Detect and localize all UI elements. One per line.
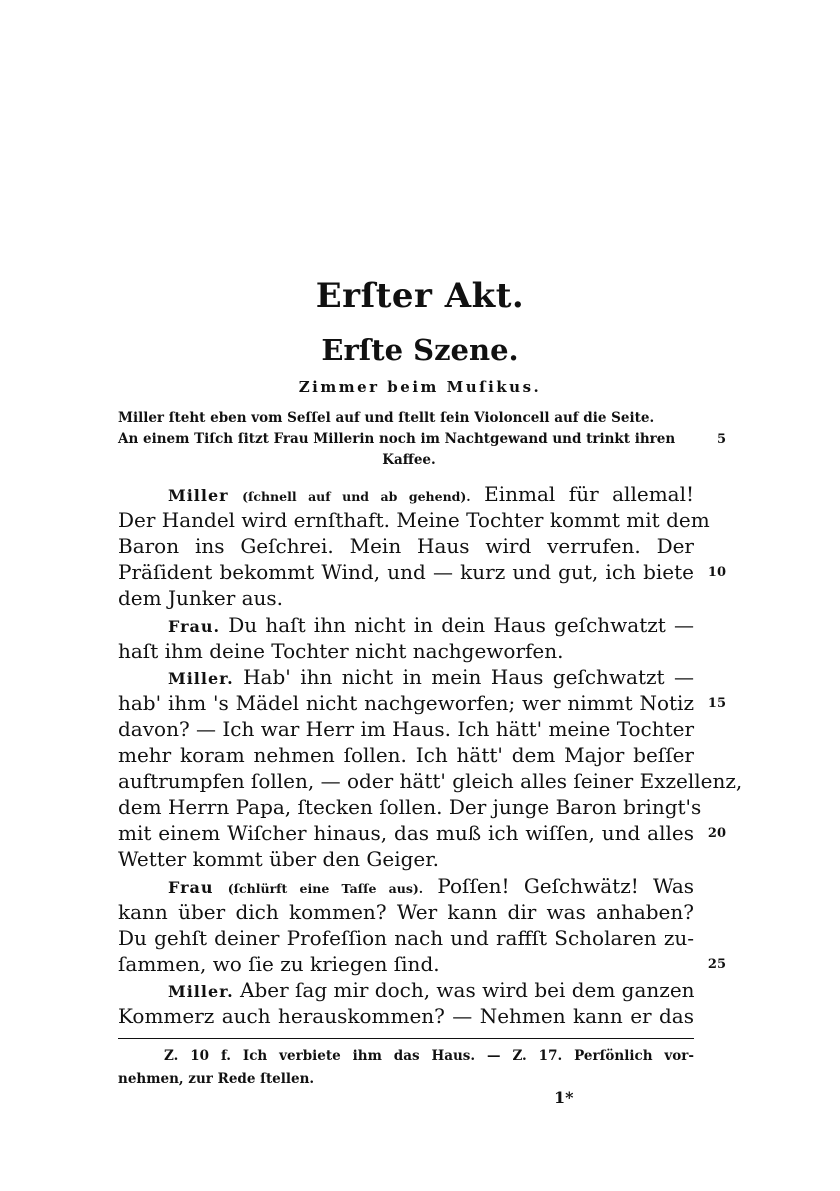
text-line bbox=[118, 950, 694, 978]
speech-text: Hab' ihn nicht in mein Haus geſchwatzt — bbox=[233, 665, 694, 689]
act-title: Erſter Akt. bbox=[315, 276, 525, 316]
text-line bbox=[168, 663, 694, 691]
text-line bbox=[118, 584, 694, 612]
speech-text: Poſſen! Geſchwätz! Was bbox=[423, 874, 695, 898]
text-line bbox=[118, 532, 694, 560]
speech-text: mit einem Wiſcher hinaus, das muß ich wiſſen, und alles bbox=[118, 821, 694, 845]
text-line bbox=[168, 976, 694, 1004]
footnote-rule bbox=[118, 1038, 694, 1039]
speaker-name: Frau bbox=[168, 878, 214, 897]
speaker-name: Miller. bbox=[168, 669, 234, 688]
text-line bbox=[118, 924, 694, 952]
speech-text: Der Handel wird ernſthaft. Meine Tochter kommt mit dem bbox=[118, 508, 710, 532]
text-line bbox=[118, 506, 710, 534]
footnote-line: nehmen, zur Rede ſtellen. bbox=[118, 1071, 315, 1087]
speech-text: mehr koram nehmen ſollen. Ich hätt' dem Major beſſer bbox=[118, 743, 694, 767]
line-number: 25 bbox=[707, 957, 726, 972]
text-line bbox=[118, 767, 743, 795]
text-line bbox=[118, 1002, 694, 1030]
speech-text: Kommerz auch herauskommen? — Nehmen kann er das bbox=[118, 1004, 694, 1028]
line-number: 5 bbox=[716, 432, 726, 447]
speech-text: davon? — Ich war Herr im Haus. Ich hätt' meine Tochter bbox=[118, 717, 695, 741]
speaker-name: Miller bbox=[168, 486, 229, 505]
stage-direction-line: Miller ſteht eben vom Seſſel auf und ſtellt ſein Violoncell auf die Seite. bbox=[118, 410, 655, 426]
stage-direction-line: Kaffee. bbox=[382, 452, 436, 468]
text-line bbox=[118, 741, 694, 769]
inline-stage-direction: (ſchnell auf und ab gehend). bbox=[242, 489, 471, 504]
speech-text: Präſident bekommt Wind, und — kurz und gut, ich biete bbox=[118, 560, 694, 584]
speech-text: Du gehſt deiner Profeſſion nach und raffſt Scholaren zu- bbox=[118, 926, 694, 950]
text-line bbox=[118, 637, 694, 665]
text-line bbox=[118, 715, 694, 743]
scene-setting: Zimmer beim Muſikus. bbox=[298, 378, 542, 396]
speech-text: dem Herrn Papa, ſtecken ſollen. Der junge Baron bringt's bbox=[118, 795, 702, 819]
line-number: 15 bbox=[707, 696, 726, 711]
text-line bbox=[118, 898, 694, 926]
speech-text: ſammen, wo ſie zu kriegen ſind. bbox=[118, 952, 440, 976]
text-line bbox=[168, 872, 694, 900]
footnote-line: Z. 10 f. Ich verbiete ihm das Haus. — Z. 17. Perſönlich vor- bbox=[164, 1048, 694, 1064]
speaker-name: Miller. bbox=[168, 982, 234, 1001]
speech-text: Aber ſag mir doch, was wird bei dem ganzen bbox=[233, 978, 695, 1002]
speaker-name: Frau. bbox=[168, 617, 221, 636]
speech-text: Wetter kommt über den Geiger. bbox=[118, 847, 439, 871]
line-number: 10 bbox=[707, 565, 726, 580]
text-line bbox=[118, 689, 694, 717]
speech-text: kann über dich kommen? Wer kann dir was anhaben? bbox=[118, 900, 694, 924]
speech-text: dem Junker aus. bbox=[118, 586, 284, 610]
speech-text: Baron ins Geſchrei. Mein Haus wird verrufen. Der bbox=[118, 534, 694, 558]
text-line bbox=[118, 819, 694, 847]
speech-text: haſt ihm deine Tochter nicht nachgeworfen. bbox=[118, 639, 564, 663]
text-line bbox=[168, 611, 694, 639]
signature-mark: 1* bbox=[554, 1088, 574, 1107]
text-line bbox=[168, 480, 694, 508]
speech-text: Du haſt ihn nicht in dein Haus geſchwatzt — bbox=[220, 613, 694, 637]
inline-stage-direction: (ſchlürft eine Taſſe aus). bbox=[227, 881, 424, 896]
line-number: 20 bbox=[707, 826, 726, 841]
text-line bbox=[118, 558, 694, 586]
speech-text: Einmal für allemal! bbox=[470, 482, 695, 506]
text-line bbox=[118, 793, 702, 821]
speech-text: hab' ihm 's Mädel nicht nachgeworfen; wer nimmt Notiz bbox=[118, 691, 694, 715]
stage-direction-line: An einem Tiſch ſitzt Frau Millerin noch im Nachtgewand und trinkt ihren bbox=[118, 431, 676, 447]
speech-text: auftrumpfen ſollen, — oder hätt' gleich alles ſeiner Exzellenz, bbox=[118, 769, 743, 793]
text-line bbox=[118, 845, 694, 873]
scene-title: Erſte Szene. bbox=[321, 333, 519, 367]
